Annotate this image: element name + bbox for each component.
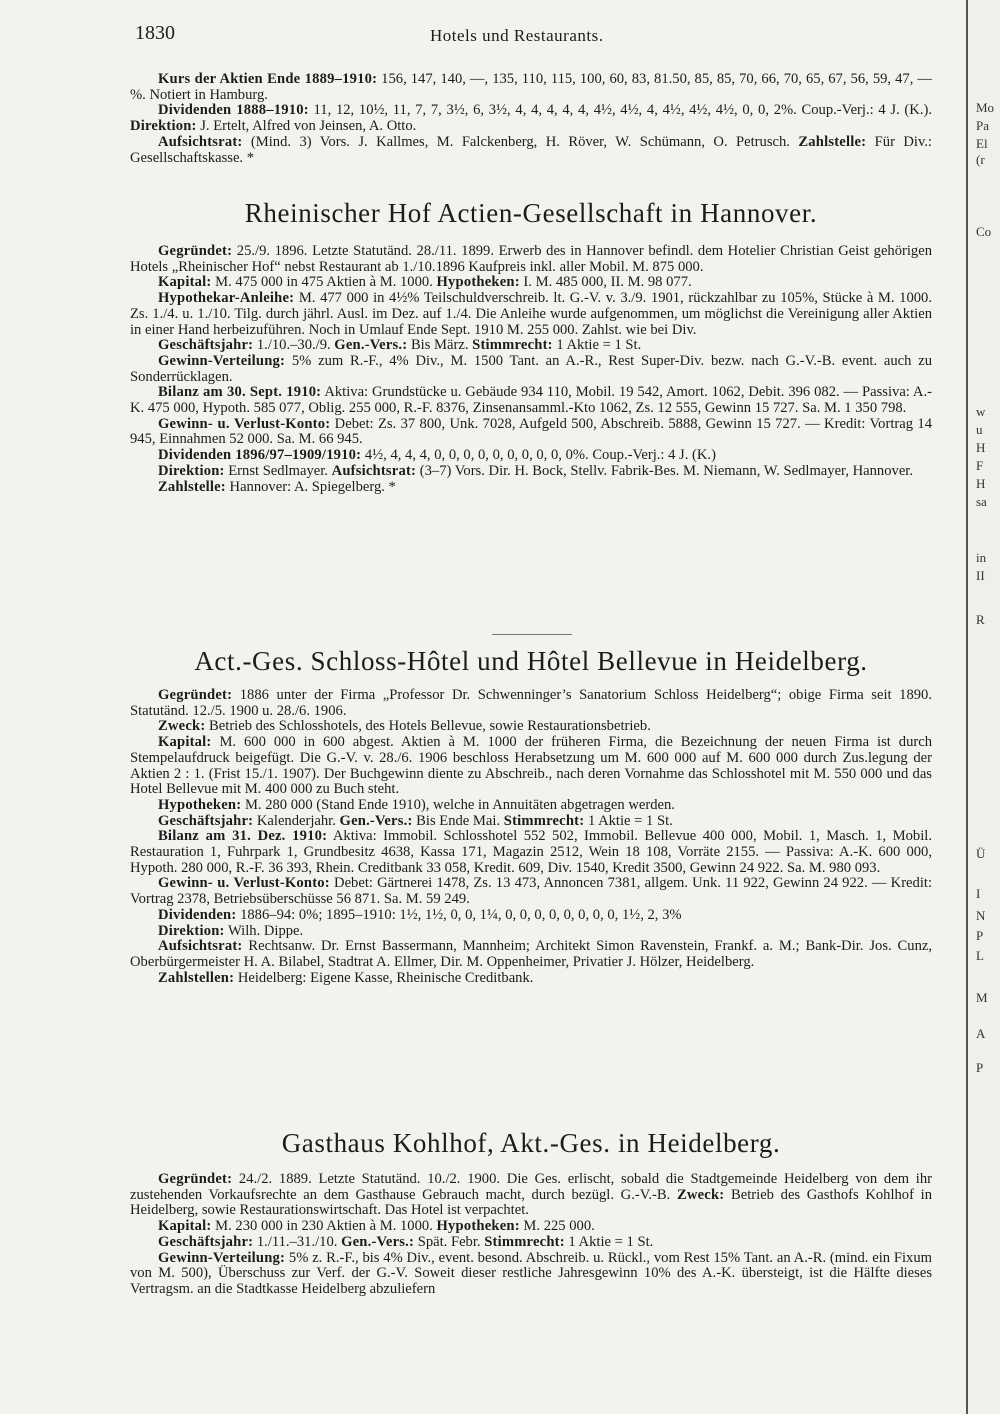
field-text: Kalenderjahr. [253, 812, 340, 829]
field-label: Hypotheken: [436, 1218, 520, 1235]
field-text: 5% zum R.-F., 4% Div., M. 1500 Tant. an A.-R., Rest Super-Div. bezw. nach G.-V.-B. event. auch zu Sonderrücklagen. [130, 352, 932, 385]
field-text: Für Div.: Gesellschaftskasse. * [130, 133, 932, 166]
field-text: Heidelberg: Eigene Kasse, Rheinische Creditbank. [234, 969, 534, 986]
field-text: M. 230 000 in 230 Aktien à M. 1000. [211, 1218, 437, 1235]
entry-paragraph [130, 829, 932, 876]
field-text: Wilh. Dippe. [224, 922, 304, 939]
edge-fragment: N [976, 908, 986, 923]
field-text: 156, 147, 140, —, 135, 110, 115, 100, 60, 83, 81.50, 85, 85, 70, 66, 70, 65, 67, 56, 59, 47, —%. Notiert in Hamburg. [130, 71, 932, 103]
field-text: Bis März. [407, 337, 473, 354]
edge-fragment: M [976, 990, 988, 1005]
edge-fragment: II [976, 568, 985, 583]
field-text: M. 600 000 in 600 abgest. Aktien à M. 1000 der früheren Firma, die Bezeichnung der neuen Firma ist durch Stempelaufdruck beigefügt. Die G.-V. v. 28./6. 1906 beschloss Herabsetzung um M. 600 000 auf M. 600 000 durch Zus.legung der Aktien 2 : 1. (Frist 15./1. 1907). Der Buchgewinn diente zu Abschreib., nach deren Vornahme das Schlosshotel mit M. 550 000 und das Hotel Bellevue mit M. 400 000 zu Buch steht. [130, 734, 932, 798]
company-title: Rheinischer Hof Actien-Gesellschaft in Hannover. [244, 198, 818, 228]
field-label: Gen.-Vers.: [334, 337, 408, 354]
field-label: Gegründet: [158, 1171, 233, 1187]
field-label: Aufsichtsrat: [331, 462, 417, 479]
entry-paragraph [130, 244, 932, 275]
field-text: Aktiva: Immobil. Schlosshotel 552 502, Immobil. Bellevue 400 000, Mobil. 1, Masch. 1, Mobil. Restauration 1, Fuhrpark 1, Grundbesitz 4638, Kassa 171, Magazin 2512, Wein 18 108, Vorräte 2155. — Passiva: A.-K. 600 000, Hypoth. 280 000, R.-F. 36 393, Rhein. Creditbank 33 058, Kredit. 609, Div. 1540, Kredit 3500, Gewinn 24 922. Sa. M. 980 093. [130, 828, 932, 876]
field-label: Dividenden: [158, 906, 237, 923]
edge-fragment: u [976, 422, 983, 437]
field-text: M. 477 000 in 4½% Teilschuldverschreib. lt. G.-V. v. 3./9. 1901, rückzahlbar zu 105%, Stücke à M. 1000. Zs. 1./4. u. 1./10. Tilg. durch jährl. Ausl. im Dez. auf 1./4. Die Anleihe wurde aufgenommen, um möglichst die Vereinigung aller Aktien in einer Hand herbeizuführen. Noch in Umlauf Ende Sept. 1910 M. 255 000. Zahlst. wie bei Div. [130, 290, 932, 338]
field-label: Stimmrecht: [484, 1233, 565, 1250]
entry-paragraph [130, 971, 932, 987]
field-text: 4½, 4, 4, 4, 0, 0, 0, 0, 0, 0, 0, 0, 0, 0%. Coup.-Verj.: 4 J. (K.) [361, 447, 716, 464]
entry-paragraph [130, 1235, 932, 1251]
company-title: Act.-Ges. Schloss-Hôtel und Hôtel Bellevue in Heidelberg. [194, 646, 868, 676]
field-label: Stimmrecht: [472, 337, 553, 354]
field-text: Hannover: A. Spiegelberg. * [225, 478, 396, 495]
field-label: Stimmrecht: [503, 812, 585, 829]
entry-paragraph [130, 719, 932, 735]
edge-fragment: (r [976, 152, 985, 167]
field-label: Dividenden 1896/97–1909/1910: [158, 447, 362, 464]
field-text: 1886 unter der Firma „Professor Dr. Schwenninger’s Sanatorium Schloss Heidelberg“; obige Firma seit 1890. Statutänd. 12./5. 1900 u. 28./6. 1906. [130, 687, 932, 719]
edge-fragment: L [976, 948, 984, 963]
field-label: Zahlstellen: [158, 969, 235, 986]
entry-paragraph [130, 275, 932, 291]
company-title: Gasthaus Kohlhof, Akt.-Ges. in Heidelberg. [281, 1128, 781, 1158]
edge-fragment: I [976, 886, 981, 901]
field-label: Bilanz am 30. Sept. 1910: [158, 384, 322, 401]
field-text: (3–7) Vors. Dir. H. Bock, Stellv. Fabrik-Bes. M. Niemann, W. Sedlmayer, Hannover. [416, 462, 913, 479]
previous-entry-continuation [130, 72, 932, 166]
entry-paragraph [130, 876, 932, 907]
field-text: Betrieb des Schlosshotels, des Hotels Bellevue, sowie Restaurationsbetrieb. [205, 718, 651, 735]
entry-paragraph [130, 135, 932, 166]
facing-page-edge [966, 0, 1000, 1414]
field-text: 1886–94: 0%; 1895–1910: 1½, 1½, 0, 0, 1¼, 0, 0, 0, 0, 0, 0, 0, 0, 1½, 2, 3% [236, 906, 682, 923]
field-text: Debet: Zs. 37 800, Unk. 7028, Aufgeld 500, Abschreib. 5888, Gewinn 15 727. — Kredit: Vortrag 14 945, Einnahmen 52 000. Sa. M. 66 945. [130, 415, 932, 448]
edge-fragment: Mo [976, 100, 995, 115]
field-label: Kapital: [158, 274, 212, 291]
entry-paragraph [130, 735, 932, 798]
edge-fragment: F [976, 458, 984, 473]
field-label: Gewinn-Verteilung: [158, 1249, 286, 1266]
entry-paragraph [130, 72, 932, 103]
entry-paragraph [130, 798, 932, 814]
edge-fragment: H [976, 476, 986, 491]
field-label: Kapital: [158, 1218, 212, 1235]
company-entry [130, 1172, 932, 1298]
entry-paragraph [130, 354, 932, 385]
field-text: 1./11.–31./10. [253, 1233, 342, 1250]
edge-fragment: in [976, 550, 987, 565]
entry-paragraph [130, 448, 932, 464]
field-label: Zahlstelle: [158, 478, 226, 495]
field-label: Hypothekar-Anleihe: [158, 290, 295, 307]
field-label: Dividenden 1888–1910: [158, 102, 309, 119]
running-head: Hotels und Restaurants. [430, 26, 604, 45]
field-label: Gewinn- u. Verlust-Konto: [158, 415, 331, 432]
edge-fragment: w [976, 404, 986, 419]
field-text: M. 225 000. [519, 1218, 595, 1235]
field-text: Aktiva: Grundstücke u. Gebäude 934 110, Mobil. 19 542, Amort. 1062, Debit. 396 082. — Passiva: A.-K. 475 000, Hypoth. 585 077, Oblig. 255 000, R.-F. 8376, Zinsenansamml.-Kto 1062, Zs. 12 555, Gewinn 15 727. Sa. M. 1 350 798. [130, 384, 932, 417]
field-label: Zweck: [158, 718, 206, 735]
entry-paragraph [130, 1172, 932, 1219]
entry-paragraph [130, 924, 932, 940]
field-text: 1 Aktie = 1 St. [564, 1233, 654, 1250]
field-text: Rechtsanw. Dr. Ernst Bassermann, Mannheim; Architekt Simon Ravenstein, Frankf. a. M.; Bank-Dir. Jos. Cunz, Oberbürgermeister H. A. Bilabel, Stadtrat A. Ellmer, Dir. M. Oppenheimer, Privatier J. Hölzer, Heidelberg. [130, 938, 932, 970]
field-label: Direktion: [158, 922, 225, 939]
company-entry [130, 244, 932, 495]
field-text: 1 Aktie = 1 St. [552, 337, 642, 354]
section-divider [492, 634, 572, 635]
field-text: Spät. Febr. [414, 1233, 485, 1250]
field-text: 25./9. 1896. Letzte Statutänd. 28./11. 1899. Erwerb des in Hannover befindl. dem Hotelier Christian Geist gehörigen Hotels „Rheinischer Hof“ nebst Restaurant ab 1./10.1896 Kaufpreis inkl. aller Mobil. M. 875 000. [130, 243, 932, 275]
edge-fragment: H [976, 440, 986, 455]
entry-paragraph [130, 1251, 932, 1298]
field-text: Ernst Sedlmayer. [224, 462, 332, 479]
edge-fragment: R [976, 612, 985, 627]
entry-paragraph [130, 908, 932, 924]
edge-fragment: El [976, 136, 988, 151]
field-label: Gewinn-Verteilung: [158, 352, 286, 369]
field-text: J. Ertelt, Alfred von Jeinsen, A. Otto. [196, 118, 417, 135]
field-label: Direktion: [130, 118, 197, 135]
field-label: Gewinn- u. Verlust-Konto: [158, 875, 330, 892]
field-label: Gen.-Vers.: [341, 1233, 415, 1250]
field-text: 11, 12, 10½, 11, 7, 7, 3½, 6, 3½, 4, 4, 4, 4, 4, 4½, 4½, 4, 4½, 4½, 4½, 0, 0, 2%. Coup.-Verj.: 4 J. (K.). [308, 102, 932, 119]
field-text: Debet: Gärtnerei 1478, Zs. 13 473, Annoncen 7381, allgem. Unk. 11 922, Gewinn 24 922. — Kredit: Vortrag 2378, Betriebsüberschüsse 56 871. Sa. M. 59 249. [130, 875, 932, 908]
entry-paragraph [130, 1219, 932, 1235]
field-text: I. M. 485 000, II. M. 98 077. [519, 274, 692, 291]
field-label: Bilanz am 31. Dez. 1910: [158, 828, 328, 845]
company-entry [130, 688, 932, 986]
field-label: Zweck: [676, 1186, 725, 1203]
field-label: Geschäftsjahr: [158, 337, 254, 354]
field-text: 5% z. R.-F., bis 4% Div., event. besond. Abschreib. u. Rückl., vom Rest 15% Tant. an A.-R. (mind. ein Fixum von M. 500), Überschuss zur Verf. der G.-V. Soweit dieser restliche Jahresgewinn 10% des A.-K. übersteigt, ist die Hälfte dieses Vertragsm. an die Stadtkasse Heidelberg abzuliefern [130, 1249, 932, 1297]
entry-paragraph [130, 939, 932, 970]
edge-fragment: P [976, 1060, 984, 1075]
field-label: Direktion: [158, 462, 225, 479]
field-label: Hypotheken: [436, 274, 520, 291]
edge-fragment: sa [976, 494, 987, 509]
field-label: Geschäftsjahr: [158, 1233, 254, 1250]
entry-paragraph [130, 688, 932, 719]
edge-fragment: P [976, 928, 984, 943]
entry-paragraph [130, 480, 932, 496]
page-header [135, 22, 935, 50]
field-label: Kurs der Aktien Ende 1889–1910: [158, 71, 378, 87]
field-text: 1./10.–30./9. [253, 337, 335, 354]
entry-paragraph [130, 291, 932, 338]
edge-fragment: Pa [976, 118, 989, 133]
field-label: Gen.-Vers.: [339, 812, 413, 829]
entry-paragraph [130, 814, 932, 830]
entry-paragraph [130, 464, 932, 480]
field-text: Bis Ende Mai. [412, 812, 504, 829]
page-number: 1830 [135, 22, 175, 44]
field-text: (Mind. 3) Vors. J. Kallmes, M. Falckenberg, H. Röver, W. Schümann, O. Petrusch. [242, 133, 799, 150]
field-label: Gegründet: [158, 243, 233, 259]
field-label: Geschäftsjahr: [158, 812, 254, 829]
field-text: Betrieb des Gasthofs Kohlhof in Heidelberg, sowie Restaurationswirtschaft. Das Hotel ist verpachtet. [130, 1186, 932, 1219]
field-text: M. 475 000 in 475 Aktien à M. 1000. [211, 274, 437, 291]
field-label: Gegründet: [158, 687, 233, 703]
field-label: Kapital: [158, 734, 212, 751]
field-label: Zahlstelle: [798, 133, 867, 150]
entry-paragraph [130, 417, 932, 448]
field-text: M. 280 000 (Stand Ende 1910), welche in Annuitäten abgetragen werden. [241, 796, 675, 813]
edge-fragment: Co [976, 224, 992, 239]
field-label: Hypotheken: [158, 796, 242, 813]
entry-paragraph [130, 103, 932, 134]
entry-paragraph [130, 338, 932, 354]
field-text: 1 Aktie = 1 St. [584, 812, 673, 829]
field-label: Aufsichtsrat: [158, 133, 243, 150]
field-text: 24./2. 1889. Letzte Statutänd. 10./2. 1900. Die Ges. erlischt, sobald die Stadtgemeinde Heidelberg von dem ihr zustehenden Vorkaufsrechte an dem Gasthause Gebrauch macht, durch bezügl. G.-V.-B. [130, 1171, 932, 1203]
edge-fragment: A [976, 1026, 986, 1041]
field-label: Aufsichtsrat: [158, 938, 243, 955]
edge-fragment: Ü [976, 846, 986, 861]
entry-paragraph [130, 385, 932, 416]
